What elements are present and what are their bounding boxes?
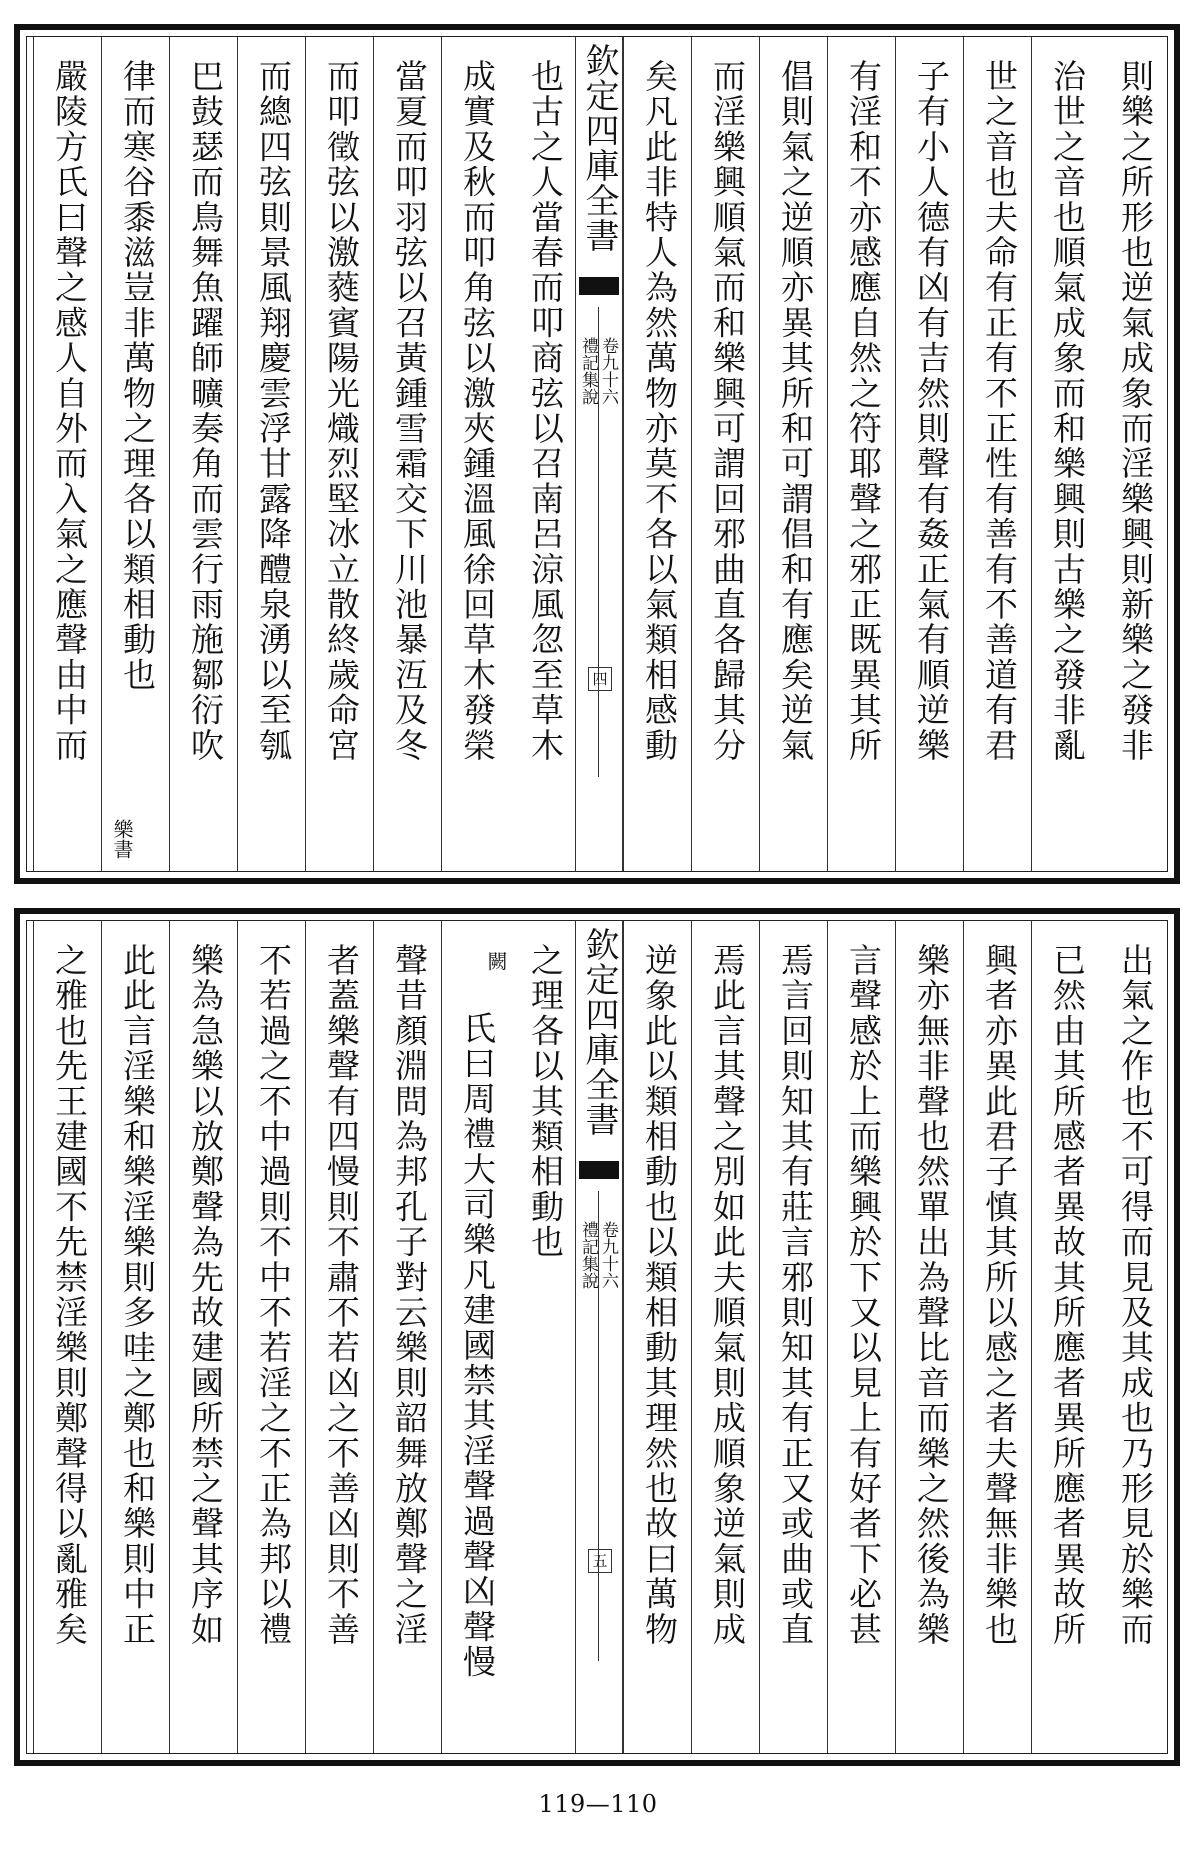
spine-book-title: 禮記集說 [578,337,598,405]
text-column: 樂為急樂以放鄭聲為先故建國所禁之聲其序如 [169,921,237,1753]
lower-page-frame [26,920,1168,1754]
text-column: 嚴陵方氏曰聲之感人自外而入氣之應聲由中而 [33,37,101,871]
page-number-footer: 119—110 [538,1790,658,1818]
text-column: 成實及秋而叩角弦以激夾鍾溫風徐回草木發榮 [441,37,509,871]
spine-book-title: 禮記集說 [578,1221,598,1289]
text-column: 倡則氣之逆順亦異其所和可謂倡和有應矣逆氣 [759,37,827,871]
text-column: 子有小人德有凶有吉然則聲有姦正氣有順逆樂 [895,37,963,871]
text-column: 世之音也夫命有正有不正性有善有不善道有君 [963,37,1031,871]
text-column: 也古之人當春而叩商弦以召南呂涼風忽至草木 [526,59,565,763]
fishtail-mark-icon [579,277,619,295]
text-column: 闕 氏曰周禮大司樂凡建國禁其淫聲過聲凶聲慢 [441,921,509,1753]
text-column: 出氣之作也不可得而見及其成也乃形見於樂而 [1116,943,1155,1647]
text-column: 焉此言其聲之別如此夫順氣則成順象逆氣則成 [691,921,759,1753]
upper-page-frame [26,36,1168,872]
text-column: 之理各以其類相動也 [526,943,565,1260]
text-column: 之雅也先王建國不先禁淫樂則鄭聲得以亂雅矣 [33,921,101,1753]
text-column: 而淫樂興順氣而和樂興可謂回邪曲直各歸其分 [691,37,759,871]
text-column: 有淫和不亦感應自然之符耶聲之邪正既異其所 [827,37,895,871]
text-column: 而叩徵弦以激蕤賓陽光熾烈堅冰立散終歲命宮 [305,37,373,871]
spine-page-number: 五 [588,1549,612,1573]
spine-page-number: 四 [588,667,612,691]
spine-juan: 卷九十六 [598,1221,618,1289]
text-column: 興者亦異此君子慎其所以感之者夫聲無非樂也 [963,921,1031,1753]
text-column: 治世之音也順氣成象而和樂興則古樂之發非亂 [1031,37,1099,871]
text-column: 矣凡此非特人為然萬物亦莫不各以氣類相感動 [623,37,691,871]
text-column: 言聲感於上而樂興於下又以見上有好者下必甚 [827,921,895,1753]
text-column: 者蓋樂聲有四慢則不肅不若凶之不善凶則不善 [305,921,373,1753]
text-column: 當夏而叩羽弦以召黃鍾雪霜交下川池暴沍及冬 [373,37,441,871]
center-spine [575,921,623,1753]
text-column: 焉言回則知其有莊言邪則知其有正又或曲或直 [759,921,827,1753]
lacuna-note: 闕 [484,951,508,971]
text-column: 則樂之所形也逆氣成象而淫樂興則新樂之發非 [1116,59,1155,763]
spine-title: 欽定四庫全書 [579,927,619,1137]
fishtail-mark-icon [579,1161,619,1179]
text-column: 逆象此以類相動也以類相動其理然也故曰萬物 [623,921,691,1753]
upper-page [14,24,1180,884]
text-column: 此此言淫樂和樂淫樂則多哇之鄭也和樂則中正 [101,921,169,1753]
text-column: 已然由其所感者異故其所應者異所應者異故所 [1031,921,1099,1753]
source-note: 樂書 [110,819,134,859]
text-column: 不若過之不中過則不中不若淫之不正為邦以禮 [237,921,305,1753]
text-column: 樂亦無非聲也然單出為聲比音而樂之然後為樂 [895,921,963,1753]
text-column: 而總四弦則景風翔慶雲浮甘露降醴泉湧以至瓠 [237,37,305,871]
text-column: 聲昔顏淵問為邦孔子對云樂則韶舞放鄭聲之淫 [373,921,441,1753]
text-column: 律而寒谷黍滋豈非萬物之理各以類相動也 樂書 [101,37,169,871]
spine-juan: 卷九十六 [598,337,618,405]
text-column: 巴鼓瑟而鳥舞魚躍師曠奏角而雲行雨施鄒衍吹 [169,37,237,871]
lower-page [14,908,1180,1766]
spine-title: 欽定四庫全書 [579,43,619,253]
center-spine [575,37,623,871]
